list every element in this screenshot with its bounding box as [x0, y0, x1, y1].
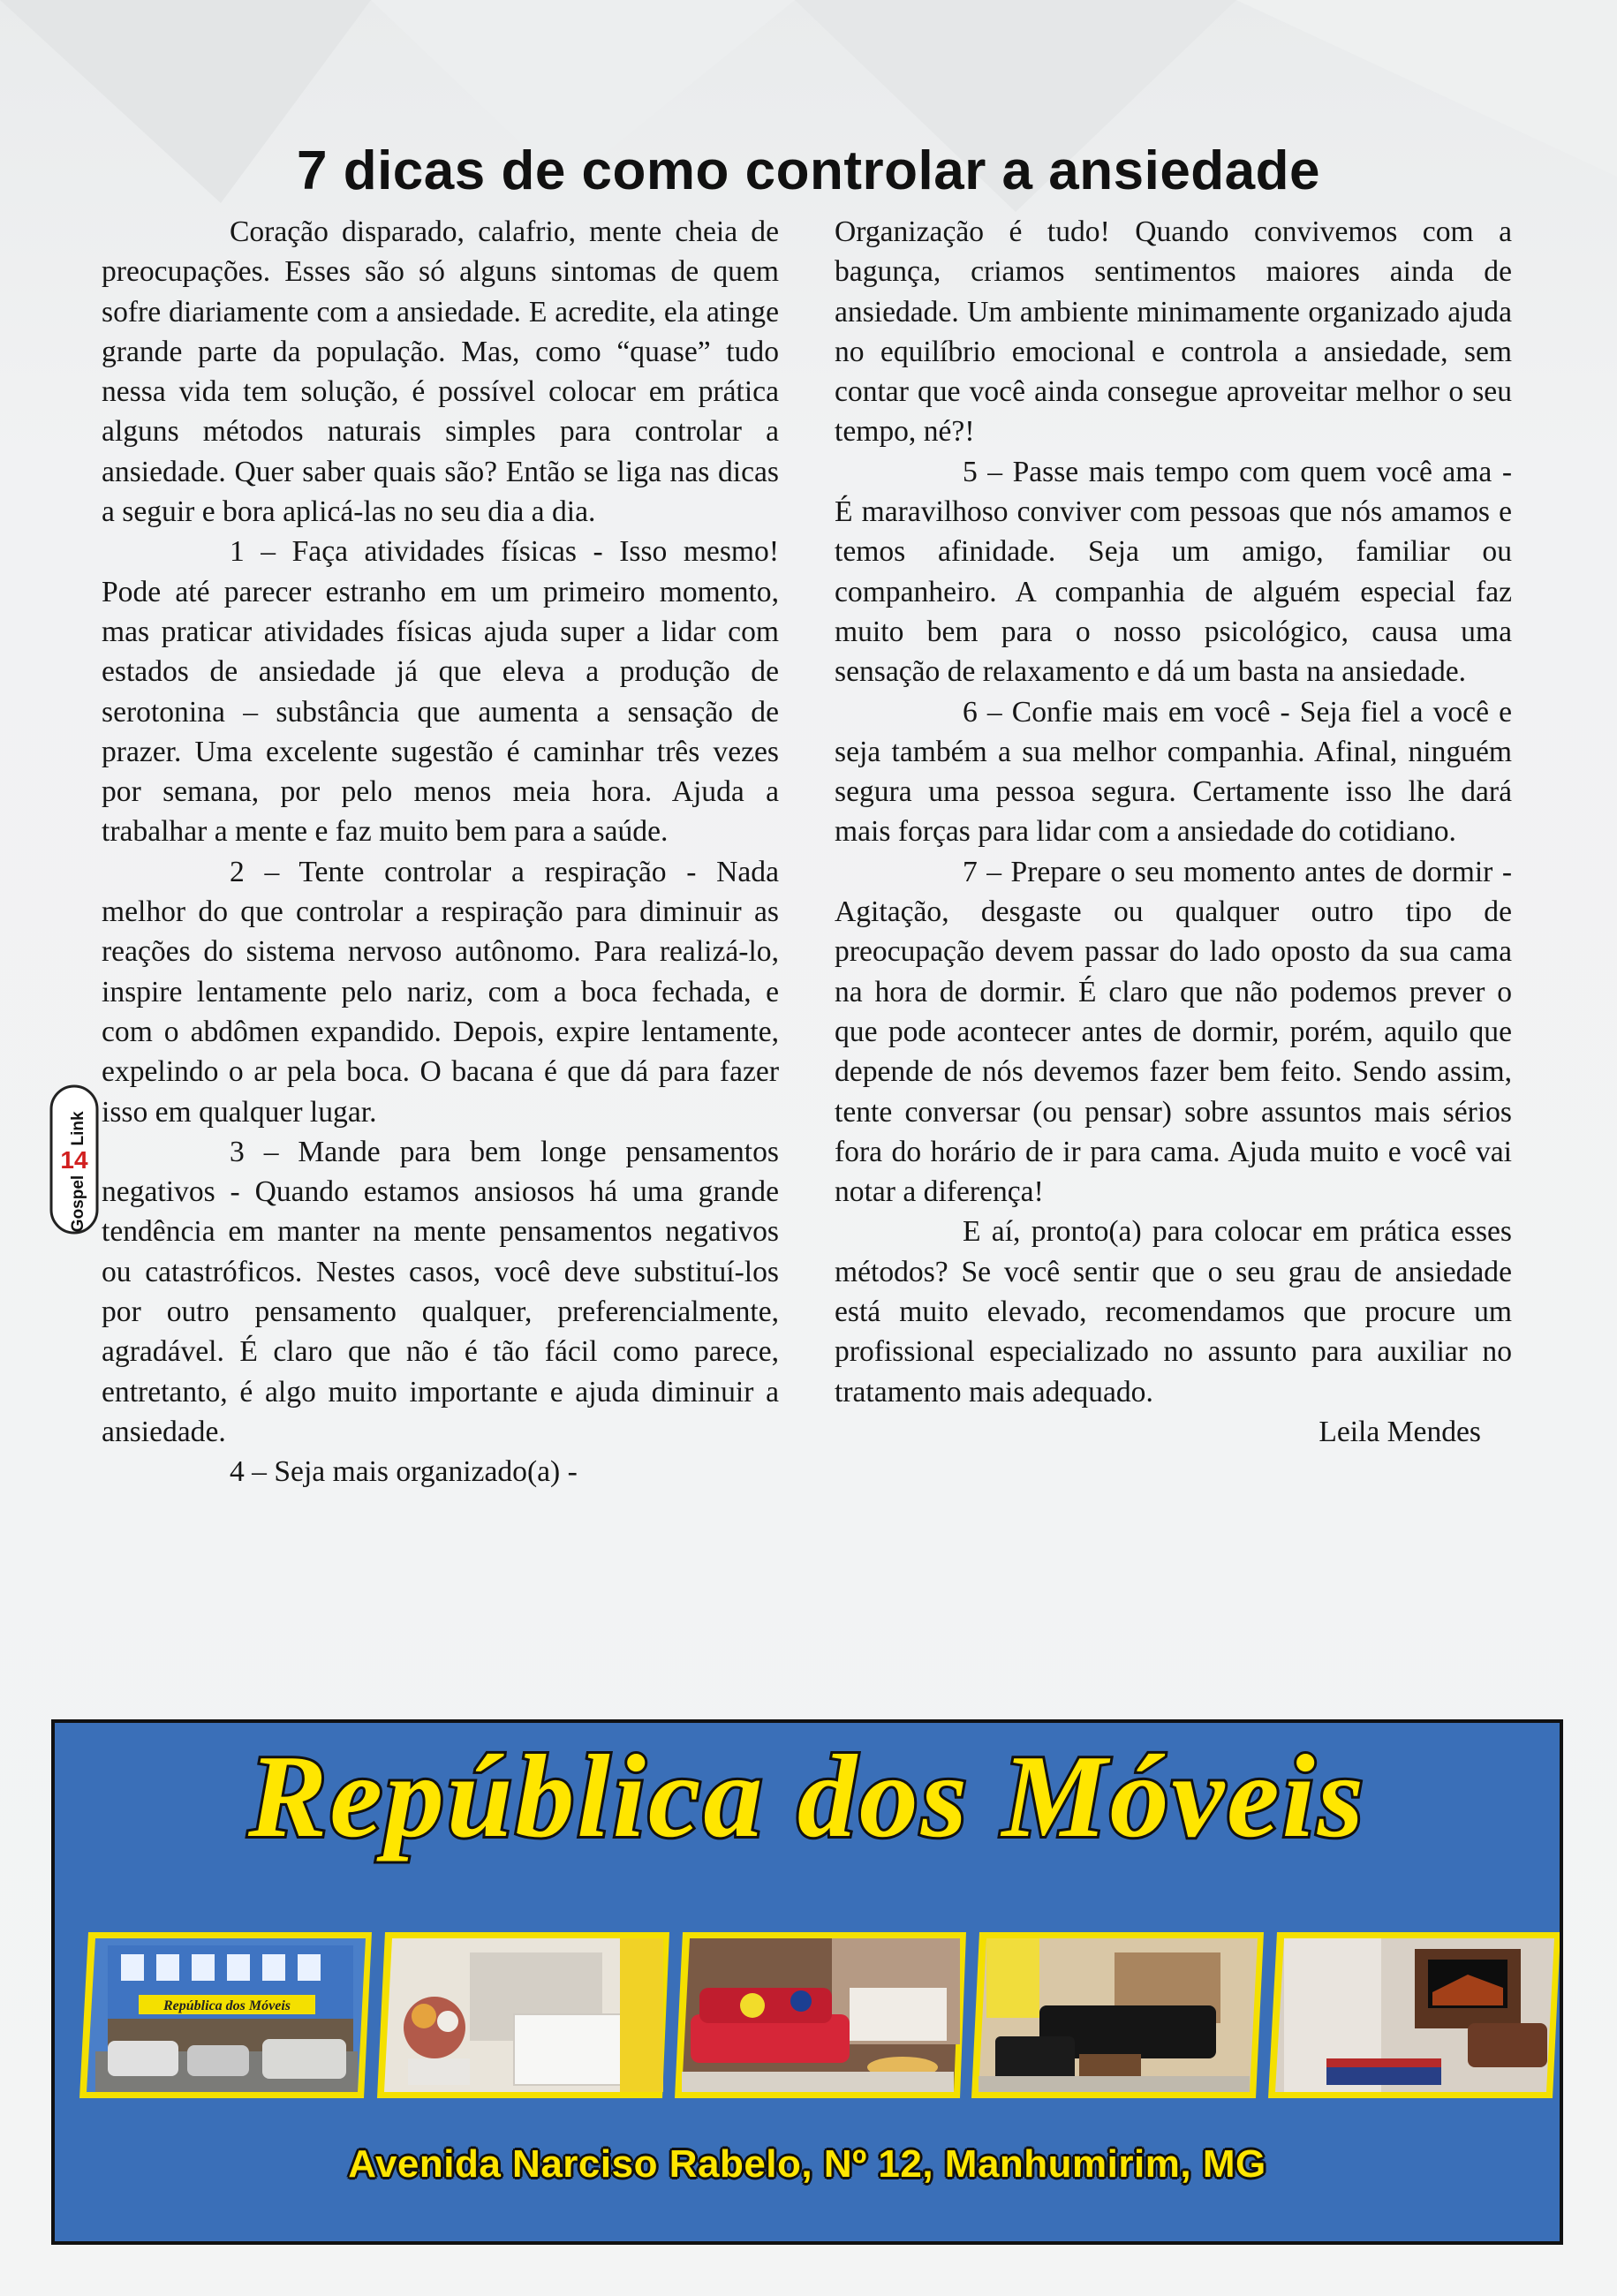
article-column-right — [835, 212, 1512, 1452]
brand-name: República dos Móveis — [248, 1731, 1366, 1862]
tab-word-link: Link — [69, 1111, 87, 1146]
baby-room-photo — [377, 1932, 669, 2098]
author-signature: Leila Mendes — [1319, 1415, 1481, 1448]
conclusion-paragraph: E aí, pronto(a) para colocar em prática esses métodos? Se você sentir que o seu grau de ansiedade está muito elevado, recomendamos que procure um profissional especializado no assunto para auxiliar no tratamento mais adequado. — [835, 1215, 1512, 1409]
article-title: 7 dicas de como controlar a ansiedade — [296, 140, 1321, 201]
storefront-sign: República dos Móveis — [163, 1998, 291, 2013]
storefront-photo — [79, 1932, 372, 2098]
tab-word-gospel: Gospel — [69, 1174, 87, 1233]
store-address: Avenida Narciso Rabelo, Nº 12, Manhumirim, MG — [348, 2142, 1266, 2186]
tip-4-paragraph-start: 4 – Seja mais organizado(a) - — [230, 1455, 578, 1489]
page-number-tab — [46, 1084, 102, 1235]
tip-4-paragraph-end: Organização é tudo! Quando convivemos com a bagunça, criamos sentimentos maiores ainda de ansiedade. Um ambiente minimamente organizado ajuda no equilíbrio emocional e controla a ansiedade, sem contar que você ainda consegue aproveitar melhor o seu tempo, né?! — [835, 215, 1512, 449]
tip-7-paragraph: 7 – Prepare o seu momento antes de dormir - Agitação, desgaste ou qualquer outro tipo de preocupação devem passar do lado oposto da sua cama na hora de dormir. É claro que não podemos prever o que pode acontecer antes de dormir, porém, aquilo que depende de nós devemos fazer bem feito. Sendo assim, tente conversar (ou pensar) sobre assuntos mais sérios fora do horário de ir para cama. Ajuda muito e você vai notar a diferença! — [835, 855, 1512, 1209]
photo-strip — [55, 1723, 1560, 2138]
tip-5-paragraph: 5 – Passe mais tempo com quem você ama - É maravilhoso conviver com pessoas que nós amamos e temos afinidade. Seja um amigo, familiar ou companheiro. A companhia de alguém especial faz muito bem para o nosso psicológico, causa uma sensação de relaxamento e dá um basta na ansiedade. — [835, 455, 1512, 689]
advertisement-banner — [51, 1719, 1563, 2245]
red-sofa-photo — [675, 1932, 966, 2098]
tip-6-paragraph: 6 – Confie mais em você - Seja fiel a você e seja também a sua melhor companhia. Afinal, ninguém segura uma pessoa segura. Certamente isso lhe dará mais forças para lidar com a ansiedade do cotidiano. — [835, 695, 1512, 849]
page-number: 14 — [60, 1146, 88, 1174]
black-sofa-photo — [971, 1932, 1264, 2098]
tip-1-paragraph: 1 – Faça atividades físicas - Isso mesmo! Pode até parecer estranho em um primeiro momento, mas praticar atividades físicas ajuda super a lidar com estados de ansiedade já que eleva a produção de serotonina – substância que aumenta a sensação de prazer. Uma excelente sugestão é caminhar três vezes por semana, por pelo menos meia hora. Ajuda a trabalhar a mente e faz muito bem para a saúde. — [102, 535, 779, 849]
living-room-photo — [1268, 1932, 1560, 2098]
intro-paragraph: Coração disparado, calafrio, mente cheia de preocupações. Esses são só alguns sintomas de quem sofre diariamente com a ansiedade. E acredite, ela atinge grande parte da população. Mas, como “quase” tudo nessa vida tem solução, é possível colocar em prática alguns métodos naturais simples para controlar a ansiedade. Quer saber quais são? Então se liga nas dicas a seguir e bora aplicá-las no seu dia a dia. — [102, 215, 779, 529]
tip-3-paragraph: 3 – Mande para bem longe pensamentos negativos - Quando estamos ansiosos há uma grande tendência em manter na mente pensamentos negativos ou catastróficos. Nestes casos, você deve substituí-los por outro pensamento qualquer, preferencialmente, agradável. É claro que não é tão fácil como parece, entretanto, é algo muito importante e ajuda diminuir a ansiedade. — [102, 1135, 779, 1448]
tip-2-paragraph: 2 – Tente controlar a respiração - Nada melhor do que controlar a respiração para diminuir as reações do sistema nervoso autônomo. Para realizá-lo, inspire lentamente pelo nariz, com a boca fechada, e com o abdômen expandido. Depois, expire lentamente, expelindo o ar pela boca. O bacana é que dá para fazer isso em qualquer lugar. — [102, 855, 779, 1129]
article-column-left — [102, 212, 779, 1492]
